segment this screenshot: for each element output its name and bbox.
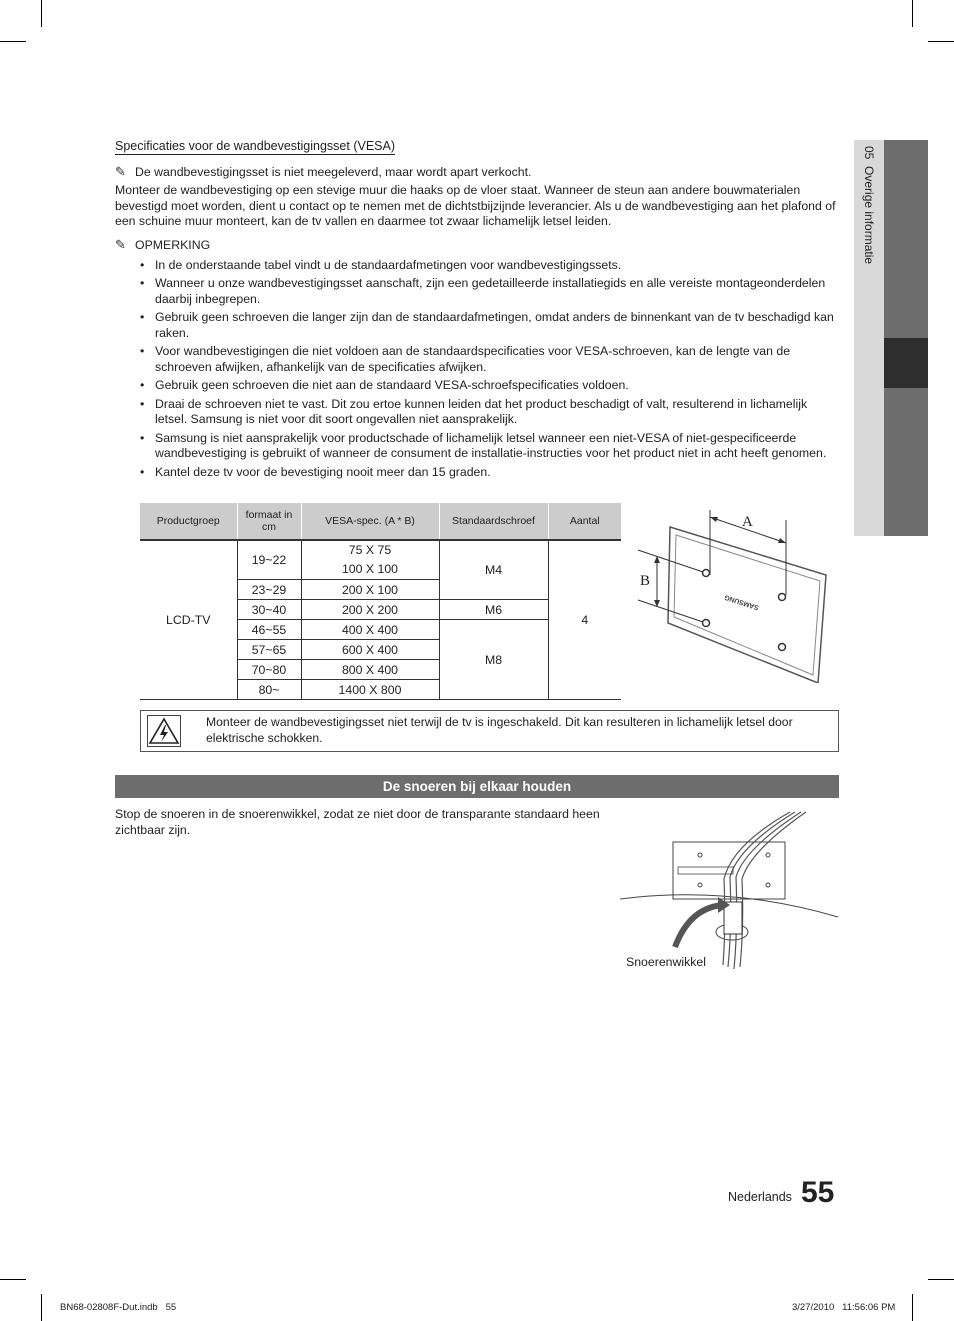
vesa-table: [140, 503, 621, 700]
size-cell: 70~80: [237, 660, 301, 680]
vesa-cell: 800 X 400: [301, 660, 439, 680]
list-item: • Gebruik geen schroeven die langer zijn dan de standaardafmetingen, omdat anders de binnenkant van de tv beschadigd kan raken.: [140, 310, 840, 341]
pencil-icon: ✎: [115, 164, 126, 179]
electric-warning-icon: [147, 715, 181, 747]
section-heading: De snoeren bij elkaar houden: [115, 775, 839, 798]
warning-box: [140, 710, 839, 752]
table-row: [140, 540, 621, 580]
list-item: • Samsung is niet aansprakelijk voor productschade of lichamelijk letsel wanneer een niet-VESA of niet-gespecificeerde wandbevestiging is gebruikt of wanneer de consument de installatie-instructies voor het product niet in acht heeft genomen.: [140, 431, 840, 462]
crop-mark: [41, 0, 42, 27]
callout-arrow: [675, 905, 724, 947]
group-cell: LCD-TV: [140, 540, 237, 700]
screw-cell: M6: [439, 600, 548, 620]
column-header: formaat in cm: [237, 503, 301, 540]
screw-cell: M8: [439, 620, 548, 700]
crop-mark: [928, 1279, 954, 1280]
size-cell: 80~: [237, 680, 301, 700]
remark-heading: [115, 237, 210, 254]
footer-language: Nederlands: [728, 1190, 792, 1204]
size-cell: 46~55: [237, 620, 301, 640]
cables-text: Stop de snoeren in de snoerenwikkel, zodat ze niet door de transparante standaard heen zichtbaar zijn.: [115, 807, 600, 837]
list-item: • Gebruik geen schroeven die niet aan de standaard VESA-schroefspecificaties voldoen.: [140, 378, 840, 394]
list-item: • Wanneer u onze wandbevestigingsset aanschaft, zijn een gedetailleerde installatiegids en alle vereiste montageonderdelen daarbij inbegrepen.: [140, 276, 840, 307]
pencil-icon: ✎: [115, 237, 126, 252]
column-header: Aantal: [548, 503, 621, 540]
tab-dark-bottom: [884, 388, 928, 536]
size-cell: 23~29: [237, 580, 301, 600]
remark-list: [140, 258, 840, 483]
tab-dark-top: [884, 140, 928, 338]
warning-text: Monteer de wandbevestigingsset niet terwijl de tv is ingeschakeld. Dit kan resulteren in lichamelijk letsel door elektrische schokken.: [206, 715, 793, 745]
page-number: 55: [801, 1176, 835, 1209]
crop-mark: [41, 1294, 42, 1321]
list-item: • Kantel deze tv voor de bevestiging nooit meer dan 15 graden.: [140, 465, 840, 481]
list-item: • Voor wandbevestigingen die niet voldoen aan de standaardspecificaties voor VESA-schroeven, kan de lengte van de schroeven afwijken, afhankelijk van de specificaties afwijken.: [140, 344, 840, 375]
crop-mark: [0, 1279, 26, 1280]
crop-mark: [912, 1294, 913, 1321]
vesa-cell: [301, 540, 439, 580]
table-header-row: [140, 503, 621, 540]
chapter-number: 05: [862, 146, 876, 160]
remark-label: OPMERKING: [135, 238, 211, 252]
crop-mark: [928, 41, 954, 42]
list-item: • In de onderstaande tabel vindt u de standaardafmetingen voor wandbevestigingssets.: [140, 258, 840, 274]
tab-active: [884, 338, 928, 388]
vesa-note: [115, 164, 835, 181]
tv-back-diagram: [632, 505, 838, 683]
vesa-cell: 200 X 200: [301, 600, 439, 620]
screw-cell: M4: [439, 540, 548, 600]
column-header: Standaardschroef: [439, 503, 548, 540]
chapter-tab: [854, 140, 928, 536]
vesa-cell: 600 X 400: [301, 640, 439, 660]
brand-logo: SAMSUNG: [723, 592, 760, 611]
cable-wrap-diagram: [620, 807, 838, 973]
crop-mark: [0, 41, 26, 42]
print-timestamp: 3/27/2010 11:56:06 PM: [792, 1302, 896, 1313]
cable-wrap-label: Snoerenwikkel: [626, 955, 706, 969]
crop-mark: [912, 0, 913, 27]
chapter-label: [862, 146, 876, 264]
vesa-paragraph: Monteer de wandbevestiging op een stevige muur die haaks op de vloer staat. Wanneer de steun aan andere bouwmaterialen bevestigd moet worden, dient u contact op te nemen met de dichtstbijzijnde leverancier. Als u de wandbevestiging aan het plafond of een schuine muur monteert, kan de tv vallen en daarmee tot zwaar lichamelijk letsel leiden.: [115, 183, 836, 229]
vesa-value: 75 X 75: [348, 543, 392, 557]
size-cell: 57~65: [237, 640, 301, 660]
list-item: • Draai de schroeven niet te vast. Dit zou ertoe kunnen leiden dat het product beschadigt of valt, resulterend in lichamelijk letsel. Samsung is niet voor dit soort ongevallen niet aansprakelijk.: [140, 397, 840, 428]
print-file-label: BN68-02808F-Dut.indb 55: [60, 1302, 177, 1313]
size-cell: 30~40: [237, 600, 301, 620]
dimension-a-label: A: [742, 514, 753, 530]
vesa-heading: Specificaties voor de wandbevestigingsset (VESA): [115, 139, 396, 153]
chapter-title: Overige informatie: [862, 166, 876, 265]
vesa-value: 100 X 100: [341, 562, 399, 576]
quantity-cell: 4: [548, 540, 621, 700]
dimension-b-label: B: [640, 573, 651, 589]
note-text: De wandbevestigingsset is niet meegeleverd, maar wordt apart verkocht.: [135, 165, 532, 179]
vesa-cell: 200 X 100: [301, 580, 439, 600]
size-cell: 19~22: [237, 540, 301, 580]
column-header: VESA-spec. (A * B): [301, 503, 439, 540]
vesa-cell: 1400 X 800: [301, 680, 439, 700]
column-header: Productgroep: [140, 503, 237, 540]
vesa-cell: 400 X 400: [301, 620, 439, 640]
